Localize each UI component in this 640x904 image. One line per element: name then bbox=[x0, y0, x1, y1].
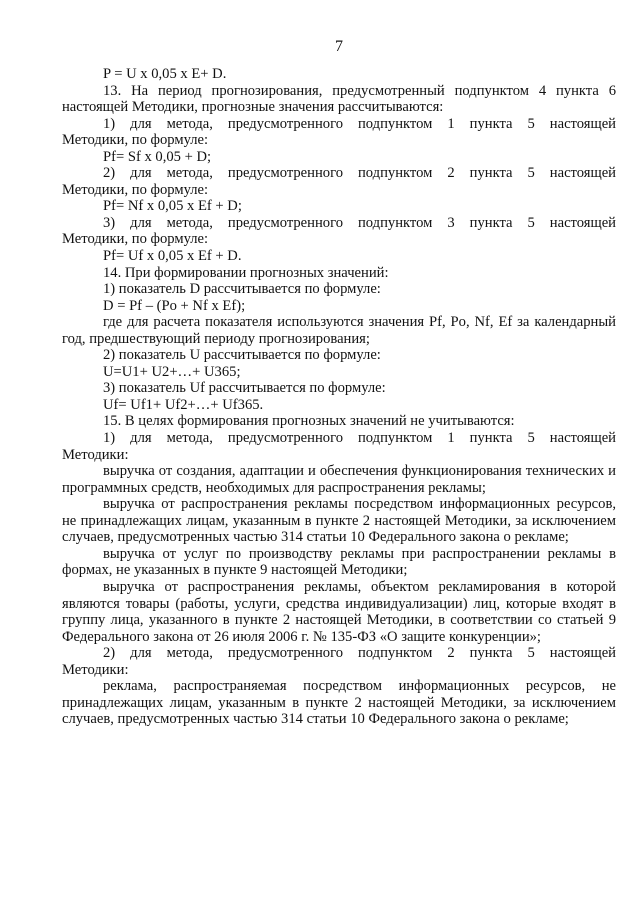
clause-15-item-1-line-2: Методики: bbox=[62, 446, 129, 463]
clause-13-line-2: настоящей Методики, прогнозные значения рассчитываются: bbox=[62, 99, 444, 116]
where-line-1: где для расчета показателя используются значения Pf, Po, Nf, Ef за календарный bbox=[103, 314, 616, 331]
clause-15: 15. В целях формирования прогнозных значений не учитываются: bbox=[103, 413, 515, 430]
clause-15-item-1-line-1: 1) для метода, предусмотренного подпунктом 1 пункта 5 настоящей bbox=[103, 430, 616, 447]
exclusion-paragraph-1: выручка от создания, адаптации и обеспечения функционирования технических и программных средств, необходимых для распространения рекламы; bbox=[62, 463, 616, 496]
document-page bbox=[62, 36, 616, 728]
where-line-2: год, предшествующий периоду прогнозирования; bbox=[62, 330, 370, 347]
clause-14-item-3: 3) показатель Uf рассчитывается по формуле: bbox=[103, 380, 386, 397]
clause-14-item-1: 1) показатель D рассчитывается по формуле: bbox=[103, 281, 381, 298]
formula-pf-3: Pf= Uf x 0,05 x Ef + D. bbox=[103, 248, 242, 265]
clause-15-item-2-line-1: 2) для метода, предусмотренного подпунктом 2 пункта 5 настоящей bbox=[103, 645, 616, 662]
clause-14-item-2: 2) показатель U рассчитывается по формуле: bbox=[103, 347, 381, 364]
formula-pf-1: Pf= Sf x 0,05 + D; bbox=[103, 148, 212, 165]
item-3-line-2: Методики, по формуле: bbox=[62, 231, 209, 248]
formula-uf: Uf= Uf1+ Uf2+…+ Uf365. bbox=[103, 396, 264, 413]
formula-d: D = Pf – (Po + Nf x Ef); bbox=[103, 297, 246, 314]
item-2-line-1: 2) для метода, предусмотренного подпунктом 2 пункта 5 настоящей bbox=[103, 165, 616, 182]
item-1-line-1: 1) для метода, предусмотренного подпунктом 1 пункта 5 настоящей bbox=[103, 115, 616, 132]
formula-u: U=U1+ U2+…+ U365; bbox=[103, 363, 241, 380]
clause-15-item-2-line-2: Методики: bbox=[62, 661, 129, 678]
item-2-line-2: Методики, по формуле: bbox=[62, 181, 209, 198]
page-number: 7 bbox=[335, 38, 343, 55]
item-1-line-2: Методики, по формуле: bbox=[62, 132, 209, 149]
exclusion-paragraph-2: выручка от распространения рекламы посредством информационных ресурсов, не принадлежащих лицам, указанным в пункте 2 настоящей Методики, за исключением случаев, предусмотренных частью 314 статьи 10 Федерального закона о рекламе; bbox=[62, 496, 616, 546]
exclusion-paragraph-4: выручка от распространения рекламы, объектом рекламирования в которой являются товары (работы, услуги, средства индивидуализации) лиц, которые входят в группу лица, указанного в пункте 2 настоящей Методики, в соответствии со статьей 9 Федерального закона от 26 июля 2006 г. № 135-ФЗ «О защите конкуренции»; bbox=[62, 578, 616, 645]
clause-13-line-1: 13. На период прогнозирования, предусмотренный подпунктом 4 пункта 6 bbox=[103, 82, 616, 99]
formula-pf-2: Pf= Nf x 0,05 x Ef + D; bbox=[103, 198, 242, 215]
clause-14: 14. При формировании прогнозных значений: bbox=[103, 264, 389, 281]
formula-p: P = U x 0,05 x E+ D. bbox=[103, 66, 227, 82]
exclusion-paragraph-3: выручка от услуг по производству рекламы при распространении рекламы в формах, не указанных в пункте 9 настоящей Методики; bbox=[62, 545, 616, 579]
item-3-line-1: 3) для метода, предусмотренного подпунктом 3 пункта 5 настоящей bbox=[103, 214, 616, 231]
exclusion-paragraph-5: реклама, распространяемая посредством информационных ресурсов, не принадлежащих лицам, указанным в пункте 2 настоящей Методики, за исключением случаев, предусмотренных частью 314 статьи 10 Федерального закона о рекламе; bbox=[62, 678, 616, 728]
